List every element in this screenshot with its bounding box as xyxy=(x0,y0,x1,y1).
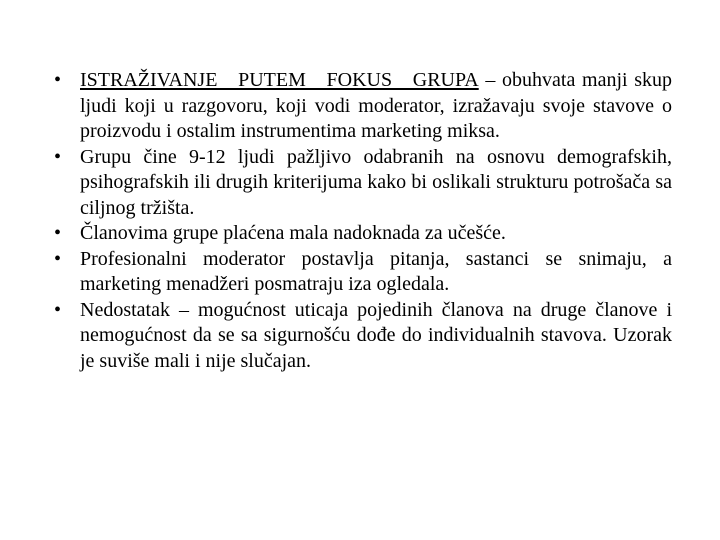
bullet-item-focus-groups xyxy=(54,68,672,145)
bullet-item-group-size xyxy=(54,145,672,222)
bullet-text: Profesionalni moderator postavlja pitanja, sastanci se snimaju, a marketing menadžeri posmatraju iza ogledala. xyxy=(80,247,672,295)
bullet-icon: • xyxy=(54,69,62,91)
focus-group-heading: ISTRAŽIVANJE PUTEM FOKUS GRUPA xyxy=(80,69,479,91)
bullet-list xyxy=(54,68,672,374)
bullet-text: – obuhvata manji skup ljudi koji u razgovoru, koji vodi moderator, izražavaju svoje stavove o proizvodu i ostalim instrumentima marketing miksa. xyxy=(80,69,673,142)
bullet-item-drawback xyxy=(54,298,672,375)
bullet-icon: • xyxy=(54,247,62,270)
bullet-text: Članovima grupe plaćena mala nadoknada za učešće. xyxy=(80,222,506,244)
bullet-icon: • xyxy=(54,298,62,321)
bullet-item-moderator xyxy=(54,247,672,298)
bullet-icon: • xyxy=(54,222,62,244)
bullet-item-compensation xyxy=(54,221,672,247)
bullet-icon: • xyxy=(54,145,62,168)
bullet-text: Grupu čine 9-12 ljudi pažljivo odabranih na osnovu demografskih, psihografskih ili drugih kriterijuma kako bi oslikali strukturu potrošača sa ciljnog tržišta. xyxy=(80,145,672,219)
bullet-text: Nedostatak – mogućnost uticaja pojedinih članova na druge članove i nemogućnost da se sa sigurnošću dođe do individualnih stavova. Uzorak je suviše mali i nije slučajan. xyxy=(80,298,672,372)
